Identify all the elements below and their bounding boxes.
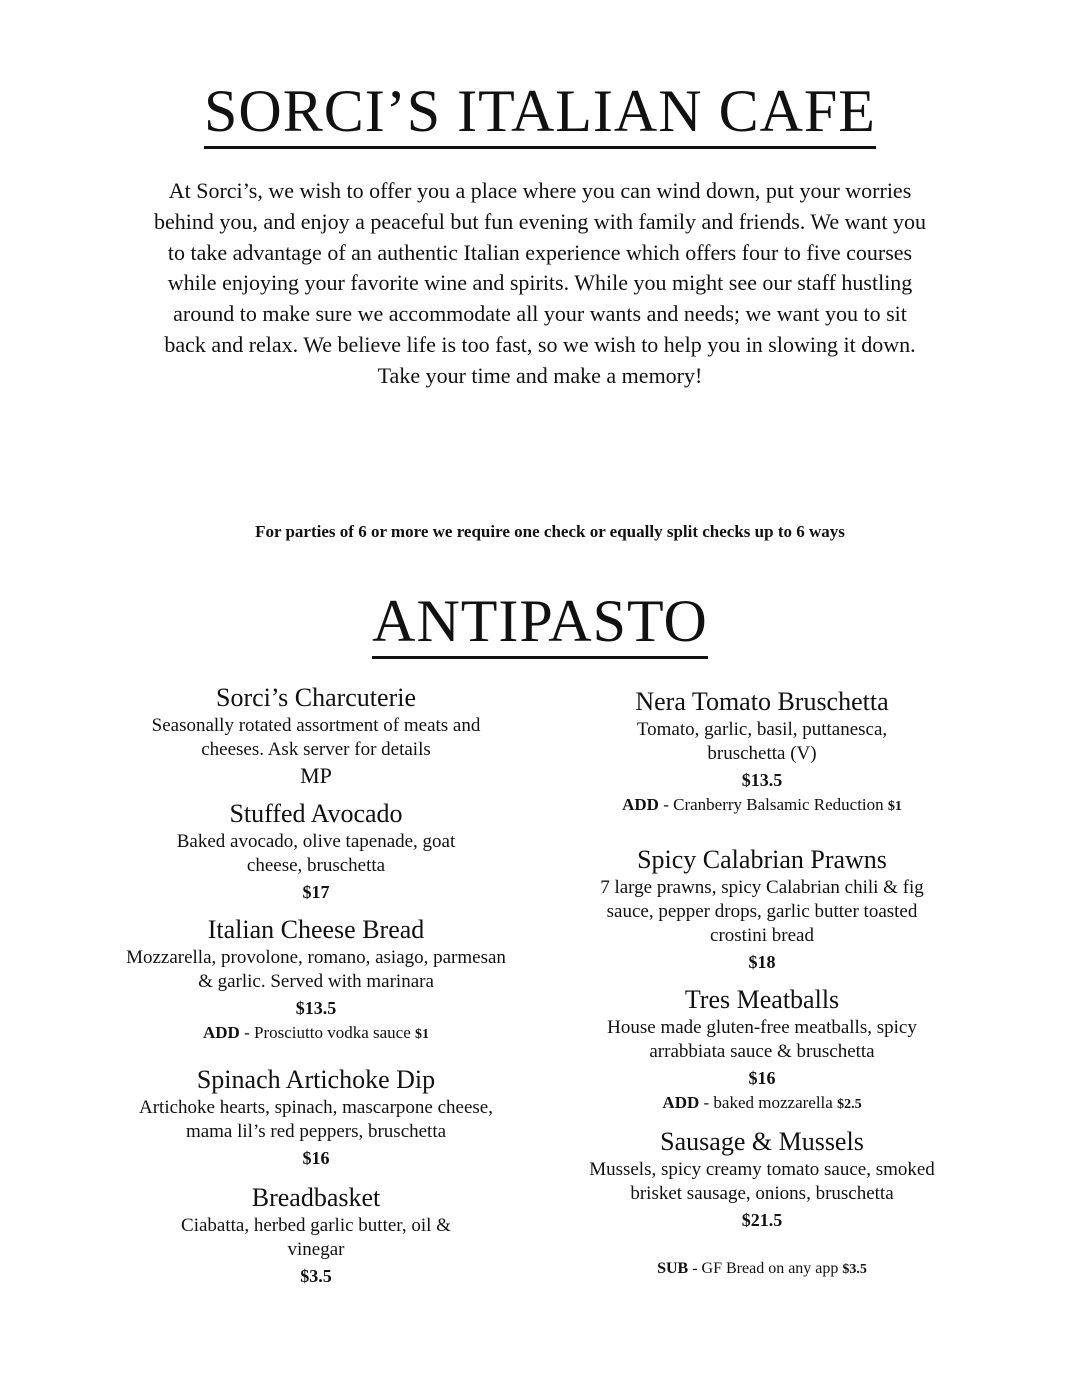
item-price: $16 [748,1068,776,1088]
item-name: Italian Cheese Bread [207,915,425,944]
item-description: Seasonally rotated assortment of meats and cheeses. Ask server for details [151,715,481,760]
item-description: Mozzarella, provolone, romano, asiago, parmesan & garlic. Served with marinara [126,947,506,992]
menu-item [126,1064,506,1172]
menu-item [566,984,958,1116]
menu-item [566,686,958,818]
section-title-text: ANTIPASTO [372,588,708,659]
item-name: Sausage & Mussels [660,1127,864,1156]
addon-amount: $1 [415,1027,429,1042]
right-column [566,686,958,1281]
item-price: $18 [748,952,776,972]
item-addon [126,1022,506,1046]
addon-text: - baked mozzarella [703,1093,833,1112]
item-price: $16 [302,1148,330,1168]
substitution-note [566,1258,958,1281]
menu-item [126,798,506,906]
item-name: Stuffed Avocado [229,799,403,828]
sub-amount: $3.5 [842,1262,867,1277]
sub-text: - GF Bread on any app [692,1260,839,1277]
addon-text: - Cranberry Balsamic Reduction [663,795,884,814]
item-name: Sorci’s Charcuterie [216,683,416,712]
item-name: Nera Tomato Bruschetta [635,687,889,716]
item-price: $3.5 [300,1266,332,1286]
item-price: $13.5 [741,770,783,790]
menu-item [566,844,958,976]
menu-item [566,1126,958,1234]
addon-label: ADD [622,795,659,814]
left-column [126,682,506,1290]
item-description: Artichoke hearts, spinach, mascarpone cheese, mama lil’s red peppers, bruschetta [139,1097,493,1142]
item-description: Ciabatta, herbed garlic butter, oil & vinegar [181,1215,451,1260]
item-name: Spicy Calabrian Prawns [637,845,887,874]
sub-label: SUB [657,1260,689,1277]
item-name: Tres Meatballs [684,985,840,1014]
addon-label: ADD [203,1023,240,1042]
menu-title [0,78,1080,144]
addon-label: ADD [662,1093,700,1112]
menu-item [126,914,506,1046]
item-addon [566,1092,958,1116]
menu-title-text: SORCI’S ITALIAN CAFE [204,78,876,149]
party-policy-note: For parties of 6 or more we require one check or equally split checks up to 6 ways [255,522,845,541]
addon-amount: $1 [887,799,902,814]
item-description: Mussels, spicy creamy tomato sauce, smoked brisket sausage, onions, bruschetta [589,1159,935,1204]
item-price: $21.5 [741,1210,783,1230]
intro-paragraph: At Sorci’s, we wish to offer you a place where you can wind down, put your worries behind you, and enjoy a peaceful but fun evening with family and friends. We want you to take advantage of an authentic Italian experience which offers four to five courses while enjoying your favorite wine and spirits. While you might see our staff hustling around to make sure we accommodate all your wants and needs; we want you to sit back and relax. We believe life is too fast, so we wish to help you in slowing it down. Take your time and make a memory! [154,178,926,388]
section-title-antipasto [0,588,1080,654]
menu-item [126,1182,506,1290]
item-description: Tomato, garlic, basil, puttanesca, bruschetta (V) [636,719,888,764]
item-price: MP [300,763,332,788]
item-addon [566,794,958,818]
item-name: Breadbasket [251,1183,381,1212]
item-name: Spinach Artichoke Dip [196,1065,436,1094]
item-description: Baked avocado, olive tapenade, goat cheese, bruschetta [176,831,456,876]
item-price: $17 [302,882,330,902]
item-description: House made gluten-free meatballs, spicy arrabbiata sauce & bruschetta [607,1017,917,1062]
addon-amount: $2.5 [837,1097,862,1112]
menu-item [126,682,506,790]
item-price: $13.5 [295,998,337,1018]
item-description: 7 large prawns, spicy Calabrian chili & fig sauce, pepper drops, garlic butter toasted crostini bread [600,877,924,946]
addon-text: - Prosciutto vodka sauce [244,1023,411,1042]
